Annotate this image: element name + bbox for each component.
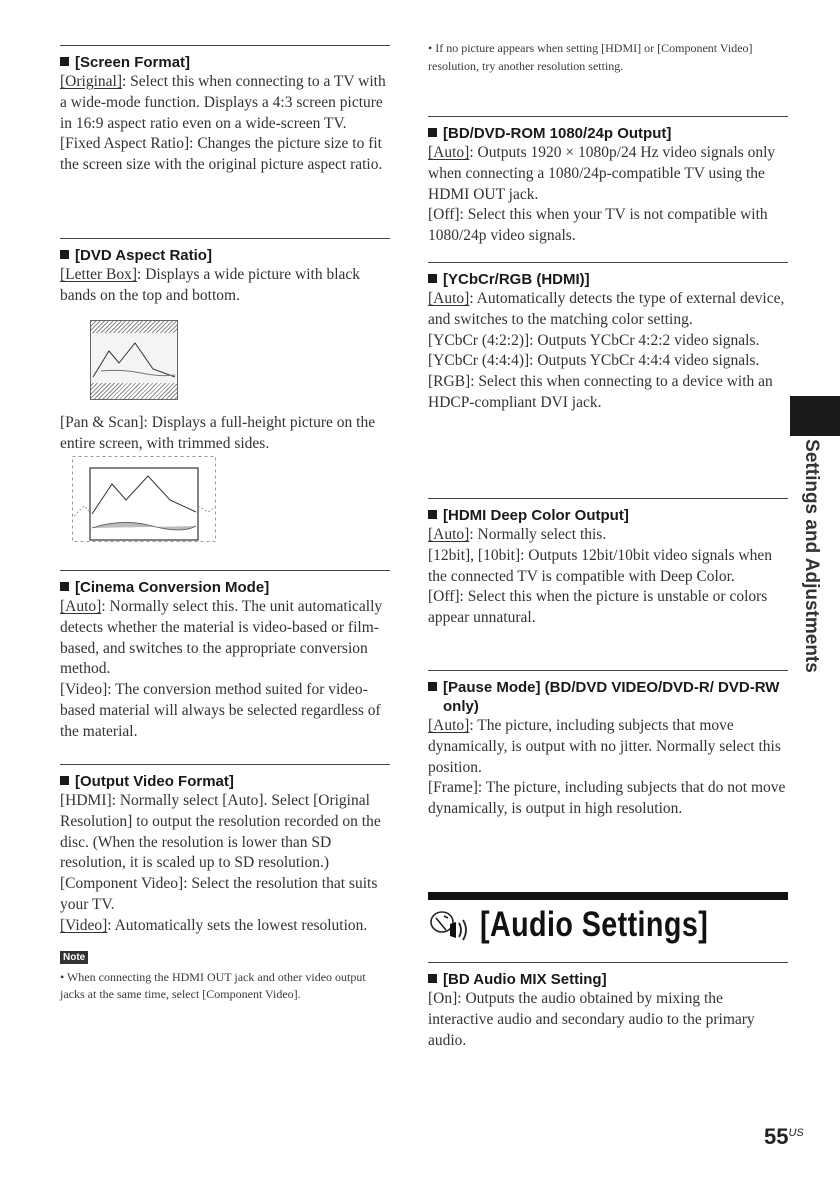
- section-banner-bar: [428, 892, 788, 900]
- section-body: [Original]: Select this when connecting to a TV with a wide-mode function. Displays a 4:3 screen picture in 16:9 aspect ratio even on a wide-screen TV. [Fixed Aspect Ratio]: Changes the picture size to fit the screen size with the original picture aspect ratio.: [60, 72, 390, 176]
- section-rule: [60, 570, 390, 571]
- section-heading: [BD/DVD-ROM 1080/24p Output]: [428, 124, 788, 143]
- mountain-scene-icon: [91, 321, 177, 399]
- note-badge: Note: [60, 951, 88, 964]
- default-option: [Auto]: [428, 526, 470, 543]
- top-note: • If no picture appears when setting [HDMI] or [Component Video] resolution, try another resolution setting.: [428, 41, 753, 73]
- section-rule: [428, 116, 788, 117]
- default-option: [Video]: [60, 916, 108, 934]
- page-number: $55^{US}$: [764, 1124, 804, 1149]
- option-text: [Off]: Select this when the picture is unstable or colors appear unnatural.: [428, 588, 768, 627]
- option-text: [Component Video]: Select the resolution that suits your TV.: [60, 875, 378, 913]
- section-heading: [YCbCr/RGB (HDMI)]: [428, 270, 788, 289]
- square-bullet-icon: [60, 776, 69, 785]
- section-heading: [DVD Aspect Ratio]: [60, 246, 390, 265]
- section-heading: [Screen Format]: [60, 53, 390, 72]
- section-heading: [Pause Mode] (BD/DVD VIDEO/DVD-R/ DVD-RW only): [428, 678, 788, 716]
- option-text: [Fixed Aspect Ratio]: Changes the picture size to fit the screen size with the original picture aspect ratio.: [60, 135, 383, 174]
- note-block: [60, 947, 390, 1004]
- default-option: [Auto]: [428, 717, 470, 734]
- audio-settings-icon: [428, 908, 488, 944]
- pan-scan-illustration: [72, 456, 216, 542]
- section-body: [Auto]: Outputs 1920 × 1080p/24 Hz video signals only when connecting a 1080/24p-compatible TV using the HDMI OUT jack. [Off]: Select this when your TV is not compatible with 1080/24p video signals.: [428, 143, 788, 247]
- section-rule: [428, 498, 788, 499]
- section-heading: [HDMI Deep Color Output]: [428, 506, 788, 525]
- section-bd-audio-mix: [428, 962, 788, 1051]
- option-text: [YCbCr (4:4:4)]: Outputs YCbCr 4:4:4 video signals.: [428, 352, 760, 370]
- option-text: [Pan & Scan]: Displays a full-height picture on the entire screen, with trimmed sides.: [60, 414, 376, 452]
- side-tab-label: Settings and Adjustments: [801, 439, 822, 673]
- section-rule: [428, 962, 788, 963]
- section-screen-format: [60, 45, 390, 176]
- side-tab-marker: [790, 396, 840, 436]
- section-cinema-conversion: [60, 570, 390, 743]
- letterbox-illustration: [90, 320, 178, 400]
- section-bd-1080-24p: [428, 116, 788, 247]
- square-bullet-icon: [428, 510, 437, 519]
- section-rule: [60, 764, 390, 765]
- section-body-2: [60, 413, 390, 455]
- square-bullet-icon: [60, 57, 69, 66]
- section-body: [Auto]: Normally select this. [12bit], [10bit]: Outputs 12bit/10bit video signals when the connected TV is compatible with Deep Color. [Off]: Select this when the picture is unstable or colors appear unnatural.: [428, 525, 788, 629]
- section-ycbcr-rgb: [428, 262, 788, 414]
- square-bullet-icon: [60, 582, 69, 591]
- section-body: [Auto]: Automatically detects the type of external device, and switches to the matching color setting. [YCbCr (4:2:2)]: Outputs YCbCr 4:2:2 video signals. [YCbCr (4:4:4)]: Outputs YCbCr 4:4:4 video signals. [RGB]: Select this when connecting to a device with an HDCP-compliant DVI jack.: [428, 289, 788, 414]
- audio-settings-title: [Audio Settings]: [480, 905, 709, 944]
- option-text: [Off]: Select this when your TV is not compatible with 1080/24p video signals.: [428, 206, 768, 245]
- note-text: • When connecting the HDMI OUT jack and other video output jacks at the same time, select [Component Video].: [60, 969, 366, 1002]
- section-pause-mode: [428, 670, 788, 820]
- option-text: [Video]: The conversion method suited for video-based material will always be selected regardless of the material.: [60, 681, 381, 740]
- section-heading: [Output Video Format]: [60, 772, 390, 791]
- section-hdmi-deep-color: [428, 498, 788, 629]
- section-dvd-aspect-ratio: [60, 238, 390, 452]
- mountain-scene-icon: [72, 456, 216, 542]
- square-bullet-icon: [428, 274, 437, 283]
- default-option: [Letter Box]: [60, 266, 138, 283]
- default-option: [Original]: [60, 73, 122, 90]
- section-body: [428, 989, 788, 1051]
- default-option: [Auto]: [428, 290, 470, 307]
- section-heading: [BD Audio MIX Setting]: [428, 970, 788, 989]
- section-body: [Letter Box]: Displays a wide picture with black bands on the top and bottom.: [60, 266, 361, 304]
- section-rule: [428, 262, 788, 263]
- section-body: [HDMI]: Normally select [Auto]. Select [Original Resolution] to output the resolution recorded on the disc. (When the resolution is lower than SD resolution, it is scaled up to SD resolution.) [Component Video]: Select the resolution that suits your TV. [Video]: Automatically sets the lowest resolution.: [60, 791, 390, 937]
- square-bullet-icon: [428, 682, 437, 691]
- default-option: [Auto]: [60, 598, 102, 615]
- option-text: [YCbCr (4:2:2)]: Outputs YCbCr 4:2:2 video signals.: [428, 331, 760, 349]
- section-rule: [60, 45, 390, 46]
- section-body: [Auto]: The picture, including subjects that move dynamically, is output with no jitter. Normally select this position. [Frame]: The picture, including subjects that do not move dynamically, is output in high resolution.: [428, 716, 788, 820]
- section-output-video-format: [60, 764, 390, 1004]
- section-heading: [Cinema Conversion Mode]: [60, 578, 390, 597]
- square-bullet-icon: [428, 974, 437, 983]
- option-text: [On]: Outputs the audio obtained by mixing the interactive audio and secondary audio to the primary audio.: [428, 990, 755, 1049]
- section-rule: [60, 238, 390, 239]
- square-bullet-icon: [60, 250, 69, 259]
- option-text: [12bit], [10bit]: Outputs 12bit/10bit video signals when the connected TV is compatible with Deep Color.: [428, 546, 772, 585]
- option-text: [RGB]: Select this when connecting to a device with an HDCP-compliant DVI jack.: [428, 373, 773, 411]
- option-text: [Frame]: The picture, including subjects that do not move dynamically, is output in high resolution.: [428, 779, 786, 818]
- option-text: [HDMI]: Normally select [Auto]. Select [Original Resolution] to output the resolution recorded on the disc. (When the resolution is lower than SD resolution, it is scaled up to SD resolution.): [60, 792, 381, 872]
- section-body: [Auto]: Normally select this. The unit automatically detects whether the material is video-based or film-based, and switches to the appropriate conversion method. [Video]: The conversion method suited for video-based material will always be selected regardless of the material.: [60, 597, 390, 743]
- section-rule: [428, 670, 788, 671]
- square-bullet-icon: [428, 128, 437, 137]
- default-option: [Auto]: [428, 144, 470, 161]
